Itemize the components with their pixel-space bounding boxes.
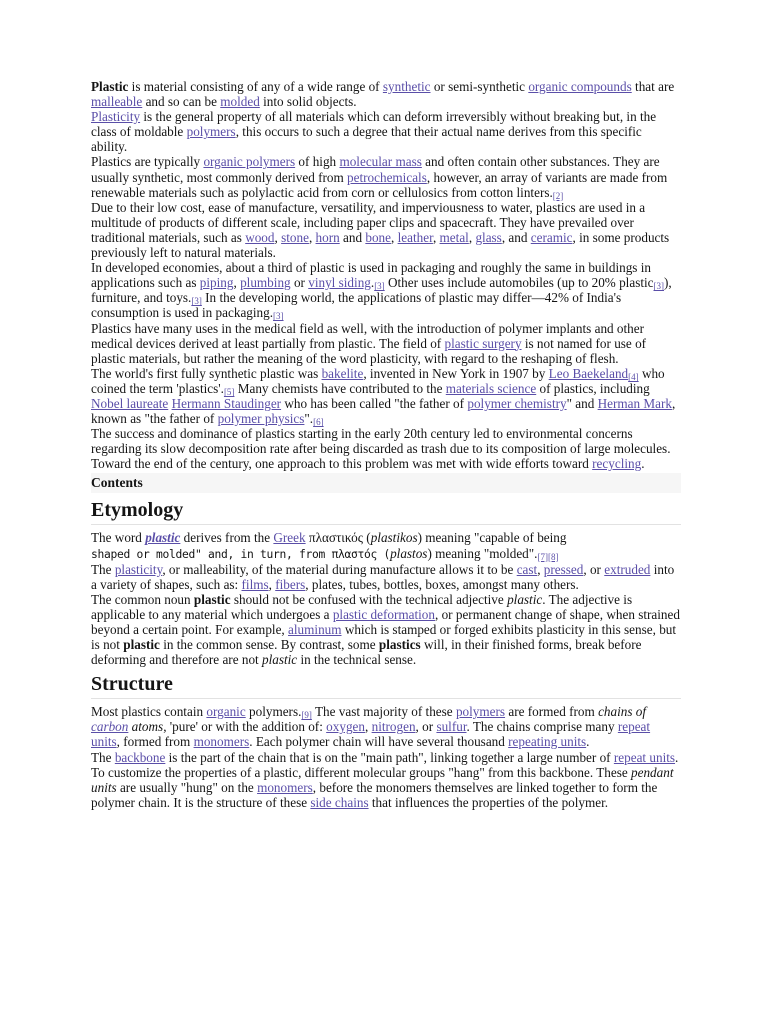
link-metal[interactable]: metal [439,229,469,245]
link-recycling[interactable]: recycling [592,456,642,472]
plasticity-paragraph: Plasticity is the general property of all materials which can deform irreversibly without breaking but, in the class of moldable polymers, this occurs to such a degree that their actual name derives from this specific ability. [91,109,657,155]
link-glass[interactable]: glass [475,229,502,245]
link-petrochemicals[interactable]: petrochemicals [347,169,427,185]
link-polymers[interactable]: polymers [186,124,236,140]
link-oxygen[interactable]: oxygen [326,719,365,735]
citation-link[interactable]: [3] [191,296,202,307]
link-vinyl-siding[interactable]: vinyl siding [308,275,371,291]
link-bone[interactable]: bone [365,229,391,245]
link-leo-baekeland[interactable]: Leo Baekeland [548,365,629,381]
link-fibers[interactable]: fibers [275,576,306,592]
link-synthetic[interactable]: synthetic [382,79,431,94]
citation-link[interactable]: [8] [547,551,559,562]
link-cast[interactable]: cast [516,561,538,577]
link-plasticity[interactable]: plasticity [114,561,163,577]
structure-paragraph-1: Most plastics contain organic polymers.[9] The vast majority of these polymers are formed from chains of carbon atoms, 'pure' or with the addition of: oxygen, nitrogen, or sulfur. The chains comprise many repeat units, formed from monomers. Each polymer chain will have several thousand repeating units. [91,704,651,750]
link-materials-science[interactable]: materials science [445,380,537,396]
link-polymer-chemistry[interactable]: polymer chemistry [467,395,567,411]
article-body [91,79,681,810]
term-bold: Plastic [91,79,129,94]
link-molecular-mass[interactable]: molecular mass [339,154,422,170]
link-plumbing[interactable]: plumbing [240,275,291,291]
link-nitrogen[interactable]: nitrogen [371,719,416,735]
link-malleable[interactable]: malleable [91,94,143,110]
citation-link[interactable]: [7] [537,551,548,562]
link-bakelite[interactable]: bakelite [321,365,364,381]
link-hermann-staudinger[interactable]: Hermann Staudinger [171,395,282,411]
link-nobel-laureate[interactable]: Nobel laureate [91,395,169,411]
etymology-paragraph-3: The common noun plastic should not be confused with the technical adjective plastic. The adjective is applicable to any material which undergoes a plastic deformation, or permanent change of shape, when strained beyond a certain point. For example, aluminum which is stamped or forged exhibits plasticity in this sense, but is not plastic in the common sense. By contrast, some plastics will, in their finished forms, break before deforming and therefore are not plastic in the technical sense. [91,591,680,668]
link-organic-compounds[interactable]: organic compounds [528,79,632,94]
citation-link[interactable]: [9] [301,710,312,721]
etymology-paragraph-2: The plasticity, or malleability, of the material during manufacture allows it to be cast, pressed, or extruded into a variety of shapes, such as: films, fibers, plates, tubes, bottles, boxes, amongst many others. [91,561,675,592]
economies-paragraph: In developed economies, about a third of plastic is used in packaging and roughly the same in buildings in applications such as piping, plumbing or vinyl siding.[3] Other uses include automobiles (up to 20% plastic[3]), furniture, and toys.[3] In the developing world, the applications of plastic may differ—42% of India's consumption is used in packaging.[3] [91,260,672,322]
link-herman-mark[interactable]: Herman Mark [597,395,672,411]
link-backbone[interactable]: backbone [114,749,166,765]
link-horn[interactable]: horn [315,229,340,245]
link-piping[interactable]: piping [199,275,234,291]
contents-toggle[interactable]: Contents [91,473,681,493]
link-monomers[interactable]: monomers [257,779,313,795]
link-pressed[interactable]: pressed [543,561,584,577]
section-heading-etymology: Etymology [91,497,681,525]
link-organic-polymers[interactable]: organic polymers [203,154,296,170]
intro-paragraph: Plastic is material consisting of any of a wide range of synthetic or semi-synthetic organic compounds that are malleable and so can be molded into solid objects. [91,79,675,110]
link-ceramic[interactable]: ceramic [530,229,573,245]
etymology-paragraph-1: The word plastic derives from the Greek πλαστικός (plastikos) meaning "capable of being shaped or molded" and, in turn, from πλαστός (plastos) meaning "molded".[7][8] [91,530,567,562]
citation-link[interactable]: [3] [653,281,665,292]
link-aluminum[interactable]: aluminum [288,622,342,637]
link-plasticity[interactable]: Plasticity [91,109,141,125]
link-monomers[interactable]: monomers [193,734,250,750]
structure-paragraph-2: The backbone is the part of the chain that is on the "main path", linking together a large number of repeat units. [91,749,679,765]
link-greek[interactable]: Greek [273,530,306,546]
medical-paragraph: Plastics have many uses in the medical field as well, with the introduction of polymer implants and other medical devices derived at least partially from plastic. The field of plastic surgery is not named for use of plastic materials, but rather the meaning of the word plasticity, with regard to the reshaping of flesh. [91,320,647,366]
link-repeating-units[interactable]: repeating units [508,734,587,750]
link-sulfur[interactable]: sulfur [436,719,467,735]
uses-paragraph: Due to their low cost, ease of manufacture, versatility, and imperviousness to water, plastics are used in a multitude of products of different scale, including paper clips and spacecraft. They have prevailed over traditional materials, such as wood, stone, horn and bone, leather, metal, glass, and ceramic, in some products previously left to natural materials. [91,199,670,261]
composition-paragraph: Plastics are typically organic polymers of high molecular mass and often contain other substances. They are usually synthetic, most commonly derived from petrochemicals, however, an array of variants are made from renewable materials such as polylactic acid from corn or cellulosics from cotton linters.[2] [91,154,668,201]
link-side-chains[interactable]: side chains [310,794,369,810]
link-plastic-surgery[interactable]: plastic surgery [444,335,522,351]
link-plastic-deformation[interactable]: plastic deformation [332,606,435,622]
link-stone[interactable]: stone [281,229,309,245]
citation-link[interactable]: [4] [628,371,639,382]
link-molded[interactable]: molded [220,94,260,110]
link-organic[interactable]: organic [206,704,246,720]
link-wood[interactable]: wood [245,229,275,245]
link-carbon[interactable]: carbon [91,719,129,735]
link-polymer-physics[interactable]: polymer physics [217,411,305,427]
citation-link[interactable]: [3] [273,311,284,322]
link-repeat-units[interactable]: repeat units [613,749,676,765]
link-plastic[interactable]: plastic [145,530,181,546]
link-repeat-units[interactable]: repeat units [91,719,651,750]
section-heading-structure: Structure [91,671,681,699]
citation-link[interactable]: [6] [313,417,324,428]
link-polymers[interactable]: polymers [455,704,506,720]
structure-paragraph-3: To customize the properties of a plastic, different molecular groups "hang" from this backbone. These pendant units are usually "hung" on the monomers, before the monomers themselves are linked together to form the polymer chain. It is the structure of these side chains that influences the properties of the polymer. [91,764,674,810]
citation-link[interactable]: [3] [374,281,385,292]
link-extruded[interactable]: extruded [604,561,651,577]
link-films[interactable]: films [241,576,269,592]
environment-paragraph: The success and dominance of plastics starting in the early 20th century led to environmental concerns regarding its slow decomposition rate after being discarded as trash due to its composition of large molecules. Toward the end of the century, one approach to this problem was met with wide efforts toward recycling. [91,426,671,472]
citation-link[interactable]: [2] [552,190,564,201]
citation-link[interactable]: [5] [223,386,235,397]
history-paragraph: The world's first fully synthetic plastic was bakelite, invented in New York in 1907 by Leo Baekeland[4] who coined the term 'plastics'.[5] Many chemists have contributed to the materials science of plastics, including Nobel laureate Hermann Staudinger who has been called "the father of polymer chemistry" and Herman Mark, known as "the father of polymer physics".[6] [91,365,676,428]
link-leather[interactable]: leather [397,229,433,245]
